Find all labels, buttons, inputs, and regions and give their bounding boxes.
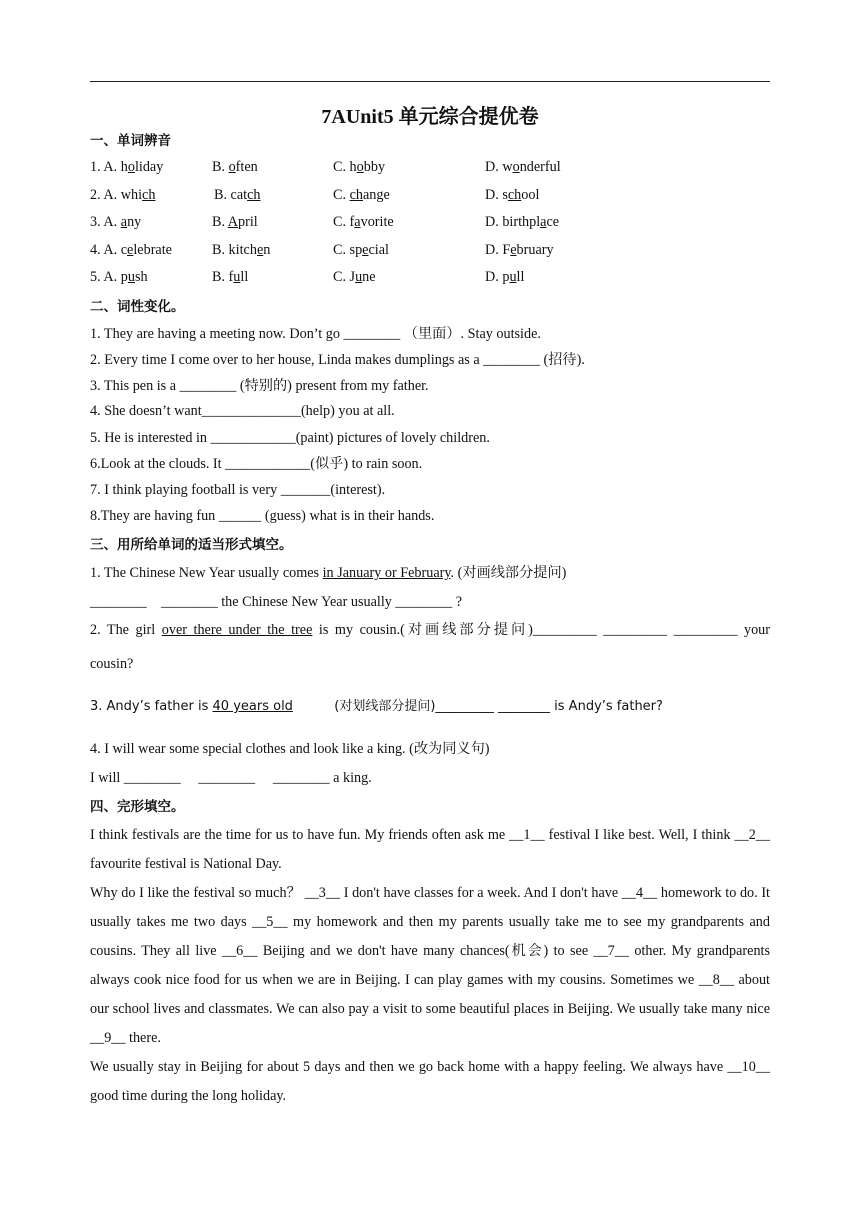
s2-item-6: 6.Look at the clouds. It ____________(似乎) to rain soon.	[90, 456, 423, 472]
word-option-2-A: 2. A. which	[90, 187, 156, 203]
underlined-letters: o	[127, 159, 135, 175]
q1-text: 1. The Chinese New Year usually comes	[90, 565, 323, 581]
q3-underlined: 40 years old	[212, 699, 293, 714]
word-option-2-C: C. change	[333, 187, 390, 203]
word-option-5-C: C. June	[333, 269, 376, 285]
underlined-letters: u	[127, 269, 135, 285]
s3-question-1	[90, 563, 566, 583]
underlined-letters: o	[512, 159, 520, 175]
word-option-5-D: D. pull	[485, 269, 525, 285]
cloze-paragraph-2: Why do I like the festival so much？ __3__ I don't have classes for a week. And I don't have __4__ homework to do. It usually takes me two days __5__ my homework and then my parents usually take me to see my grandparents and cousins. They all live __6__ Beijing and we don't have many chances(机会) to see __7__ other. My grandparents always cook nice food for us when we are in Beijing. I can play games with my cousins. Sometimes we __8__ about our school lives and classmates. We can also pay a visit to some beautiful places in Beijing. We usually take many nice __9__ there.	[90, 885, 770, 1046]
underlined-letters: o	[228, 159, 236, 175]
underlined-letters: a	[120, 214, 128, 230]
underlined-letters: e	[362, 242, 369, 258]
s3-question-1-answer: ________ ________ the Chinese New Year usually ________ ?	[90, 594, 462, 610]
underlined-letters: e	[510, 242, 517, 258]
underlined-letters: u	[509, 269, 517, 285]
q3-instruction: (对划线部分提问)_________ ________ is Andy’s father?	[292, 699, 663, 714]
underlined-letters: u	[355, 269, 363, 285]
page-title: 7AUnit5 单元综合提优卷	[321, 106, 539, 128]
underlined-letters: ch	[247, 187, 261, 203]
word-option-4-C: C. special	[333, 242, 389, 258]
word-option-4-D: D. February	[485, 242, 554, 258]
s3-question-4-answer: I will ________ ________ ________ a king.	[90, 770, 372, 786]
word-option-5-B: B. full	[212, 269, 249, 285]
word-option-3-B: B. April	[212, 214, 258, 230]
q2-underlined: over there under the tree	[161, 622, 313, 638]
header-rule	[90, 81, 770, 82]
underlined-letters: u	[233, 269, 241, 285]
underlined-letters: ch	[142, 187, 156, 203]
cloze-paragraph-3: We usually stay in Beijing for about 5 days and then we go back home with a happy feeling. We always have __10__ good time during the long holiday.	[90, 1059, 770, 1104]
cloze-paragraph-1: I think festivals are the time for us to have fun. My friends often ask me __1__ festival I like best. Well, I think __2__ favourite festival is National Day.	[90, 827, 770, 872]
word-option-4-B: B. kitchen	[212, 242, 271, 258]
word-option-3-A: 3. A. any	[90, 214, 142, 230]
word-option-3-D: D. birthplace	[485, 214, 560, 230]
word-option-1-D: D. wonderful	[485, 159, 561, 175]
section1-heading: 一、单词辨音	[90, 133, 171, 149]
underlined-letters: o	[356, 159, 364, 175]
s2-item-7: 7. I think playing football is very _______(interest).	[90, 482, 386, 498]
underlined-letters: e	[256, 242, 264, 258]
s2-item-8: 8.They are having fun ______ (guess) what is in their hands.	[90, 508, 435, 524]
underlined-letters: ch	[349, 187, 363, 203]
s3-question-2-cont: cousin?	[90, 656, 134, 672]
section4-heading: 四、完形填空。	[90, 799, 185, 815]
word-option-1-B: B. often	[212, 159, 258, 175]
underlined-letters: A	[227, 214, 239, 230]
s2-item-3: 3. This pen is a ________ (特别的) present from my father.	[90, 378, 429, 394]
s3-question-3	[90, 697, 663, 717]
section3-heading: 三、用所给单词的适当形式填空。	[90, 537, 293, 553]
q3-text: 3. Andy’s father is	[90, 699, 213, 714]
underlined-letters: ch	[507, 187, 522, 203]
word-option-4-A: 4. A. celebrate	[90, 242, 172, 258]
word-option-2-B: B. catch	[214, 187, 261, 203]
word-option-2-D: D. school	[485, 187, 540, 203]
q1-underlined: in January or February	[322, 565, 451, 581]
underlined-letters: a	[354, 214, 361, 230]
section2-heading: 二、词性变化。	[90, 299, 185, 315]
q2-text: 2. The girl	[90, 622, 162, 638]
q2-instruction: is my cousin.(对画线部分提问)_________ _________ _________ your	[312, 622, 770, 638]
s3-question-2	[90, 620, 770, 640]
q1-instruction: . (对画线部分提问)	[450, 565, 567, 581]
underlined-letters: e	[127, 242, 134, 258]
word-option-1-A: 1. A. holiday	[90, 159, 164, 175]
s2-item-2: 2. Every time I come over to her house, Linda makes dumplings as a ________ (招待).	[90, 352, 585, 368]
s2-item-5: 5. He is interested in ____________(paint) pictures of lovely children.	[90, 430, 490, 446]
word-option-1-C: C. hobby	[333, 159, 386, 175]
word-option-3-C: C. favorite	[333, 214, 394, 230]
s2-item-4: 4. She doesn’t want______________(help) you at all.	[90, 403, 395, 419]
word-option-5-A: 5. A. push	[90, 269, 148, 285]
underlined-letters: a	[540, 214, 547, 230]
s2-item-1: 1. They are having a meeting now. Don’t go ________ （里面）. Stay outside.	[90, 326, 541, 342]
s3-question-4: 4. I will wear some special clothes and look like a king. (改为同义句)	[90, 741, 490, 757]
